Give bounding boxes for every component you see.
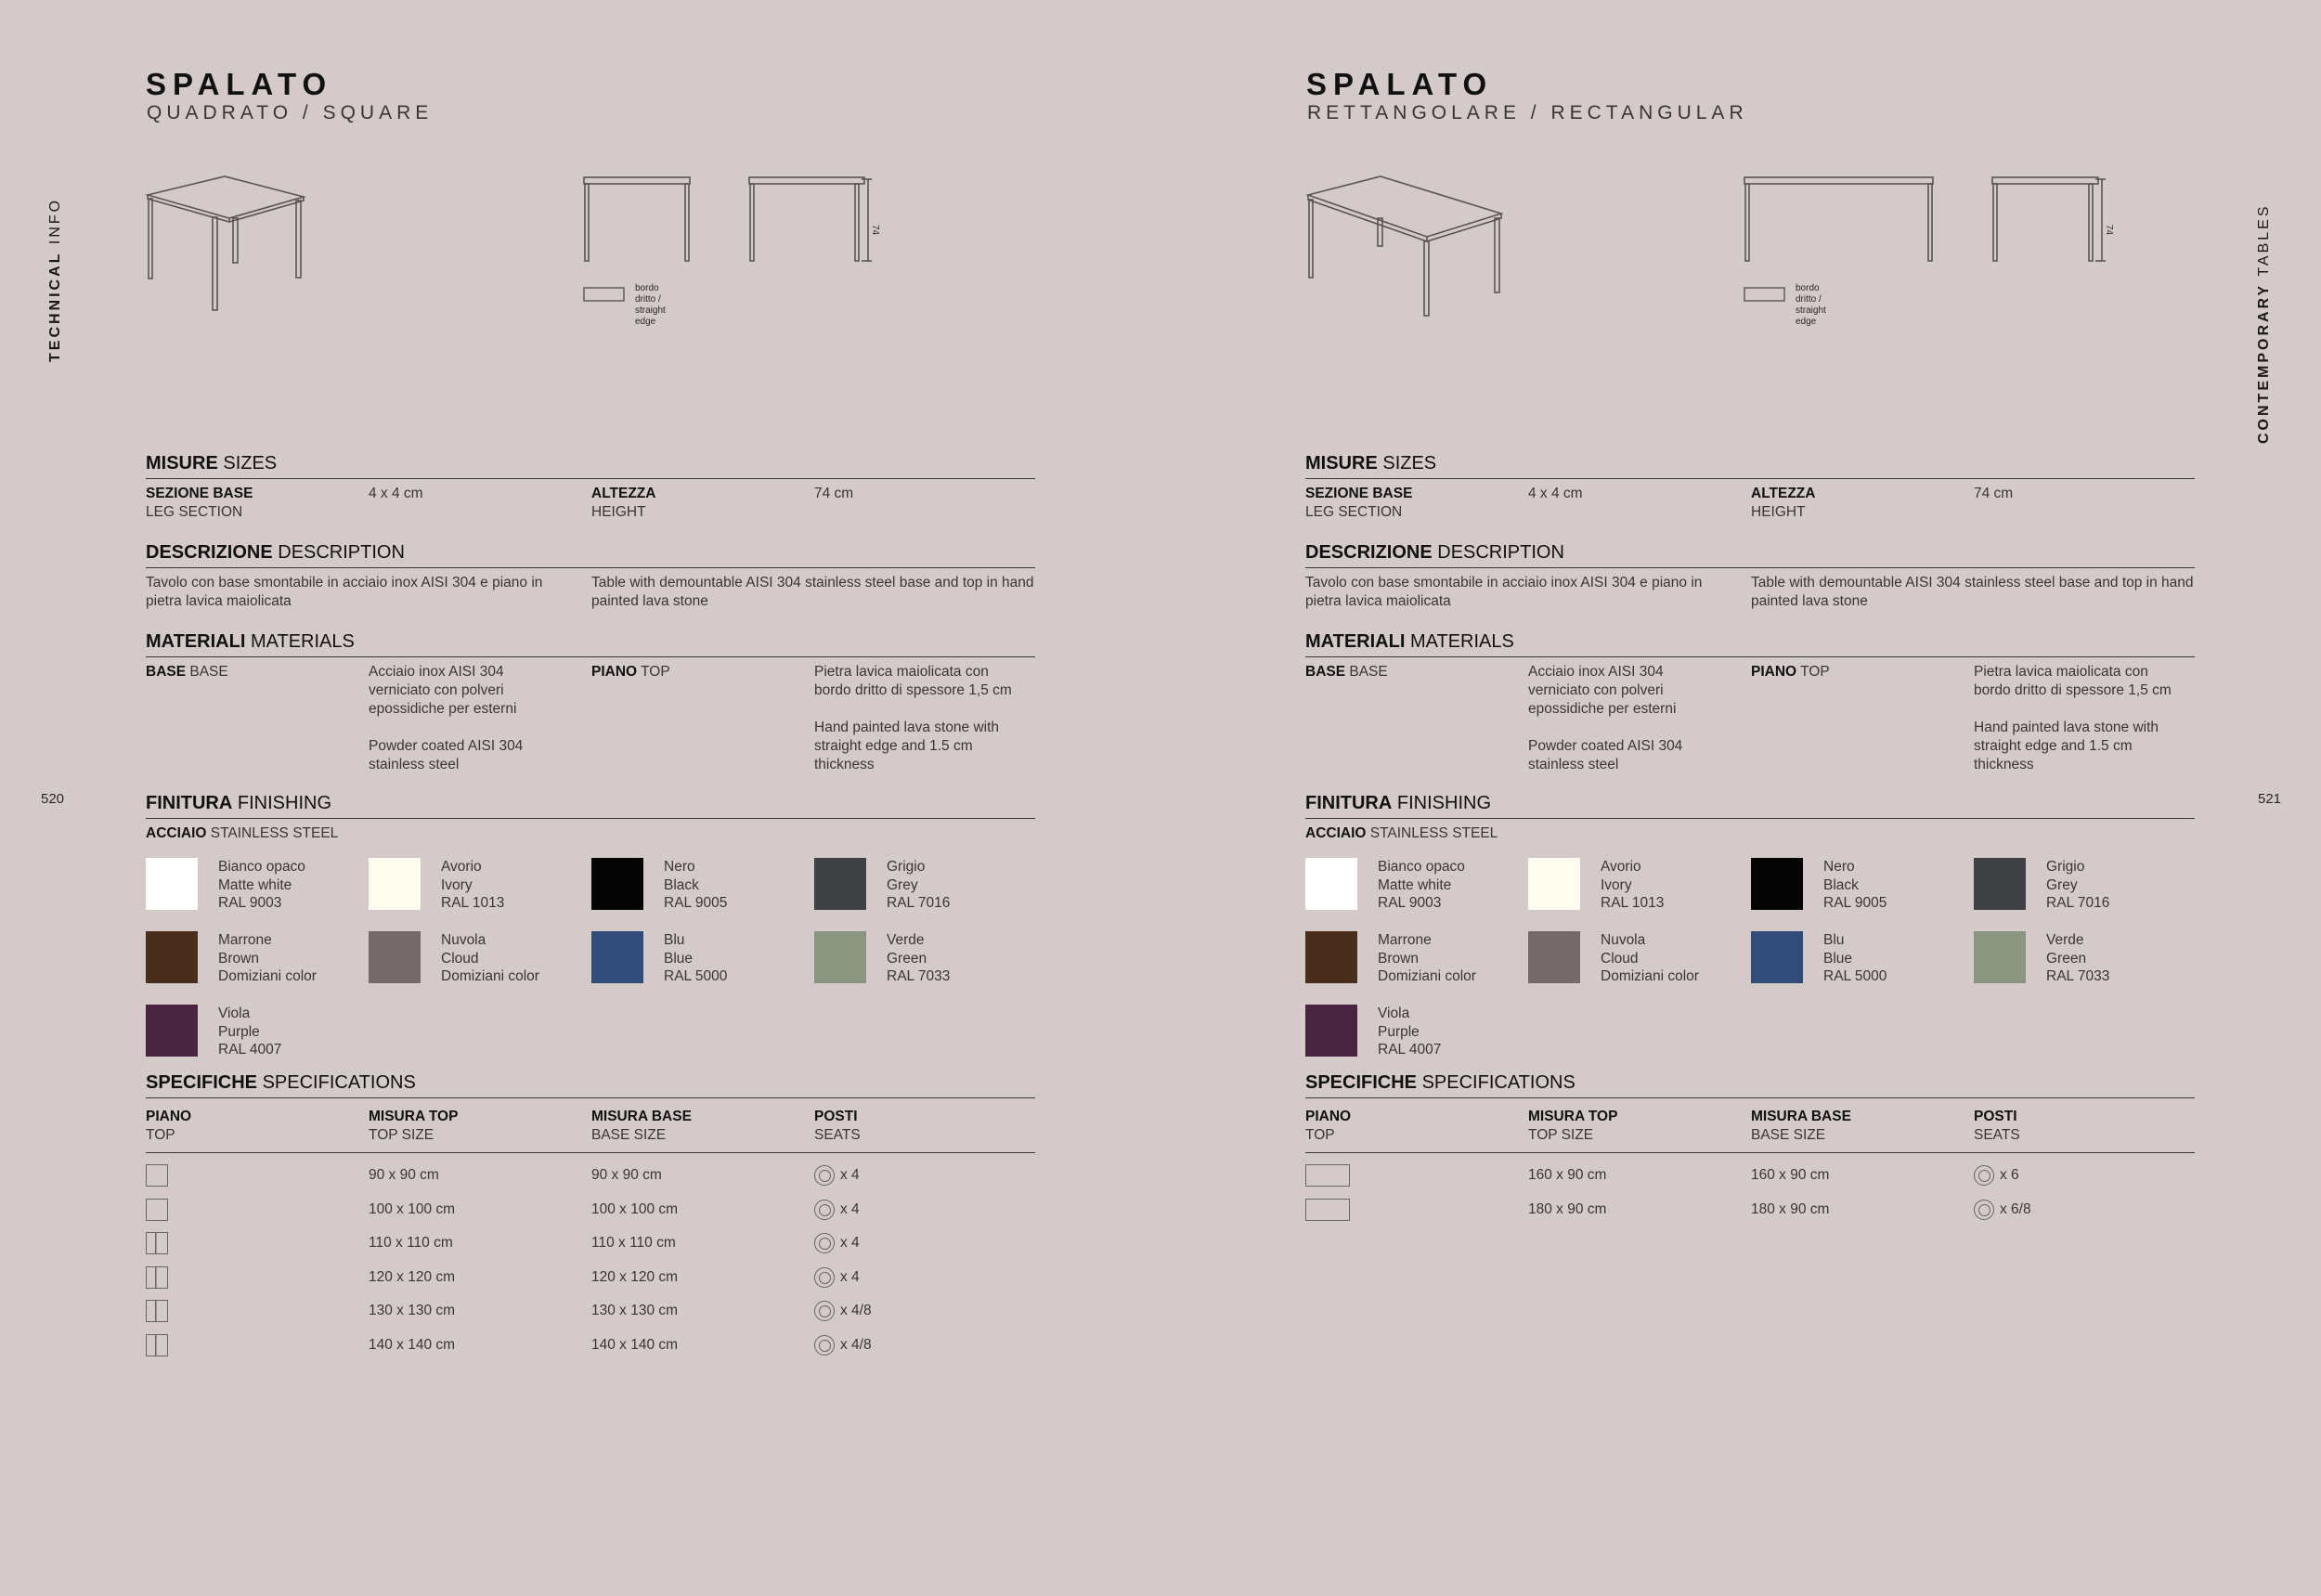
sizes-heading: MISURE SIZES xyxy=(1305,453,2195,479)
table-perspective-drawing xyxy=(146,176,308,306)
materials-row xyxy=(1305,663,2195,774)
swatch-item: Grigio Grey RAL 7016 xyxy=(1974,858,2195,931)
color-swatch xyxy=(814,858,866,910)
color-swatch xyxy=(1974,858,2026,910)
table-side-view xyxy=(748,176,878,269)
left-page xyxy=(0,0,1160,1596)
swatch-item: Nuvola Cloud Domiziani color xyxy=(369,931,591,1005)
swatch-grid xyxy=(146,858,1035,1078)
seat-icon xyxy=(1974,1200,1994,1220)
seat-icon xyxy=(1974,1165,1994,1186)
table-front-view xyxy=(583,176,694,269)
base-label: BASE BASE xyxy=(1305,664,1388,680)
top-material-text: Pietra lavica maiolicata con bordo dritto di spessore 1,5 cm Hand painted lava stone with straight edge and 1.5 cm thickness xyxy=(1974,664,2172,772)
seat-icon xyxy=(814,1233,835,1253)
swatch-item: Nuvola Cloud Domiziani color xyxy=(1528,931,1751,1005)
table-row: 120 x 120 cm 120 x 120 cm x 4 xyxy=(146,1261,1035,1295)
base-label: BASE BASE xyxy=(146,664,228,680)
materials-heading: MATERIALI MATERIALS xyxy=(146,631,1035,657)
swatch-item: Avorio Ivory RAL 1013 xyxy=(369,858,591,931)
seat-icon xyxy=(814,1200,835,1220)
square-top-icon xyxy=(146,1199,168,1221)
edge-profile-icon xyxy=(1744,286,1790,305)
color-swatch xyxy=(146,931,198,983)
specifications-table xyxy=(1305,1159,2195,1226)
table-row: 100 x 100 cm 100 x 100 cm x 4 xyxy=(146,1193,1035,1227)
swatch-item: Verde Green RAL 7033 xyxy=(1974,931,2195,1005)
color-swatch xyxy=(146,1005,198,1057)
color-swatch xyxy=(1751,858,1803,910)
seat-icon xyxy=(814,1165,835,1186)
base-material-text: Acciaio inox AISI 304 verniciato con polveri epossidiche per esterni Powder coated AISI 304 stainless steel xyxy=(1528,664,1683,772)
edge-note: bordo dritto / straight edge xyxy=(1796,283,1826,327)
color-swatch xyxy=(1305,931,1357,983)
specifications-table xyxy=(146,1159,1035,1362)
color-swatch xyxy=(1305,1005,1357,1057)
color-swatch xyxy=(369,931,421,983)
top-label: PIANO TOP xyxy=(591,664,670,680)
leg-section-label: SEZIONE BASE xyxy=(1305,486,1413,501)
product-subtitle: QUADRATO / SQUARE xyxy=(147,102,434,123)
seat-icon xyxy=(814,1267,835,1288)
finishing-subheading: ACCIAIO STAINLESS STEEL xyxy=(1305,825,1498,841)
swatch-item: Bianco opaco Matte white RAL 9003 xyxy=(146,858,369,931)
swatch-item: Grigio Grey RAL 7016 xyxy=(814,858,1035,931)
split-top-icon xyxy=(146,1266,168,1289)
swatch-item: Blu Blue RAL 5000 xyxy=(591,931,814,1005)
specifications-header-row: PIANO TOP MISURA TOP TOP SIZE MISURA BASE BASE SIZE POSTI SEATS xyxy=(146,1108,1035,1153)
height-label: ALTEZZA xyxy=(591,486,656,501)
materials-row xyxy=(146,663,1035,774)
color-swatch xyxy=(1528,858,1580,910)
height-dimension: 74 xyxy=(2104,225,2114,236)
product-subtitle: RETTANGOLARE / RECTANGULAR xyxy=(1307,102,1748,123)
swatch-item: Viola Purple RAL 4007 xyxy=(1305,1005,1528,1078)
table-row: 90 x 90 cm 90 x 90 cm x 4 xyxy=(146,1159,1035,1193)
side-label: TECHNICAL INFO xyxy=(47,197,63,362)
swatch-item: Verde Green RAL 7033 xyxy=(814,931,1035,1005)
table-row: 130 x 130 cm 130 x 130 cm x 4/8 xyxy=(146,1294,1035,1329)
description-it: Tavolo con base smontabile in acciaio inox AISI 304 e piano in pietra lavica maiolicata xyxy=(1305,575,1703,609)
swatch-item: Nero Black RAL 9005 xyxy=(591,858,814,931)
product-title: SPALATO xyxy=(146,67,333,101)
sizes-row: SEZIONE BASE LEG SECTION 4 x 4 cm ALTEZZA HEIGHT 74 cm xyxy=(146,485,1035,522)
materials-heading: MATERIALI MATERIALS xyxy=(1305,631,2195,657)
edge-profile-icon xyxy=(583,286,629,305)
rectangle-top-icon xyxy=(1305,1199,1350,1221)
swatch-grid xyxy=(1305,858,2195,1078)
height-value: 74 cm xyxy=(814,486,854,501)
color-swatch xyxy=(369,858,421,910)
color-swatch xyxy=(591,858,643,910)
seat-icon xyxy=(814,1301,835,1321)
swatch-item: Nero Black RAL 9005 xyxy=(1751,858,1974,931)
color-swatch xyxy=(1974,931,2026,983)
split-top-icon xyxy=(146,1232,168,1254)
sizes-heading: MISURE SIZES xyxy=(146,453,1035,479)
color-swatch xyxy=(1751,931,1803,983)
base-material-text: Acciaio inox AISI 304 verniciato con polveri epossidiche per esterni Powder coated AISI 304 stainless steel xyxy=(369,664,524,772)
top-label: PIANO TOP xyxy=(1751,664,1830,680)
table-row: 180 x 90 cm 180 x 90 cm x 6/8 xyxy=(1305,1193,2195,1227)
finishing-heading: FINITURA FINISHING xyxy=(1305,793,2195,819)
spec-content xyxy=(146,453,1035,1362)
leg-section-value: 4 x 4 cm xyxy=(1528,486,1583,501)
rectangle-top-icon xyxy=(1305,1164,1350,1187)
description-heading: DESCRIZIONE DESCRIPTION xyxy=(146,542,1035,568)
sizes-row: SEZIONE BASE LEG SECTION 4 x 4 cm ALTEZZA HEIGHT 74 cm xyxy=(1305,485,2195,522)
color-swatch xyxy=(146,858,198,910)
table-row: 140 x 140 cm 140 x 140 cm x 4/8 xyxy=(146,1329,1035,1363)
height-value: 74 cm xyxy=(1974,486,2014,501)
color-swatch xyxy=(591,931,643,983)
description-en: Table with demountable AISI 304 stainless steel base and top in hand painted lava stone xyxy=(1751,575,2194,609)
description-it: Tavolo con base smontabile in acciaio inox AISI 304 e piano in pietra lavica maiolicata xyxy=(146,575,543,609)
color-swatch xyxy=(1528,931,1580,983)
description-heading: DESCRIZIONE DESCRIPTION xyxy=(1305,542,2195,568)
finishing-heading: FINITURA FINISHING xyxy=(146,793,1035,819)
spec-content xyxy=(1305,453,2195,1226)
seat-icon xyxy=(814,1335,835,1356)
table-perspective-drawing xyxy=(1306,176,1515,316)
leg-section-label: SEZIONE BASE xyxy=(146,486,253,501)
swatch-item: Avorio Ivory RAL 1013 xyxy=(1528,858,1751,931)
swatch-item: Blu Blue RAL 5000 xyxy=(1751,931,1974,1005)
table-side-view xyxy=(1991,176,2112,269)
color-swatch xyxy=(1305,858,1357,910)
split-top-icon xyxy=(146,1300,168,1322)
description-row xyxy=(146,574,1035,611)
swatch-item: Marrone Brown Domiziani color xyxy=(146,931,369,1005)
page-number: 520 xyxy=(41,791,65,807)
description-row xyxy=(1305,574,2195,611)
leg-section-value: 4 x 4 cm xyxy=(369,486,423,501)
description-en: Table with demountable AISI 304 stainless steel base and top in hand painted lava stone xyxy=(591,575,1034,609)
table-row: 110 x 110 cm 110 x 110 cm x 4 xyxy=(146,1226,1035,1261)
table-front-view xyxy=(1744,176,1938,269)
square-top-icon xyxy=(146,1164,168,1187)
color-swatch xyxy=(814,931,866,983)
right-page xyxy=(1160,0,2321,1596)
height-dimension: 74 xyxy=(870,225,880,236)
swatch-item: Marrone Brown Domiziani color xyxy=(1305,931,1528,1005)
top-material-text: Pietra lavica maiolicata con bordo dritto di spessore 1,5 cm Hand painted lava stone with straight edge and 1.5 cm thickness xyxy=(814,664,1012,772)
product-title: SPALATO xyxy=(1306,67,1494,101)
specifications-heading: SPECIFICHE SPECIFICATIONS xyxy=(1305,1072,2195,1098)
page-number: 521 xyxy=(2258,791,2282,807)
swatch-item: Viola Purple RAL 4007 xyxy=(146,1005,369,1078)
swatch-item: Bianco opaco Matte white RAL 9003 xyxy=(1305,858,1528,931)
split-top-icon xyxy=(146,1334,168,1356)
specifications-heading: SPECIFICHE SPECIFICATIONS xyxy=(146,1072,1035,1098)
edge-note: bordo dritto / straight edge xyxy=(635,283,666,327)
finishing-subheading: ACCIAIO STAINLESS STEEL xyxy=(146,825,339,841)
height-label: ALTEZZA xyxy=(1751,486,1816,501)
side-label: CONTEMPORARY TABLES xyxy=(2256,203,2272,444)
specifications-header-row: PIANO TOP MISURA TOP TOP SIZE MISURA BASE BASE SIZE POSTI SEATS xyxy=(1305,1108,2195,1153)
table-row: 160 x 90 cm 160 x 90 cm x 6 xyxy=(1305,1159,2195,1193)
